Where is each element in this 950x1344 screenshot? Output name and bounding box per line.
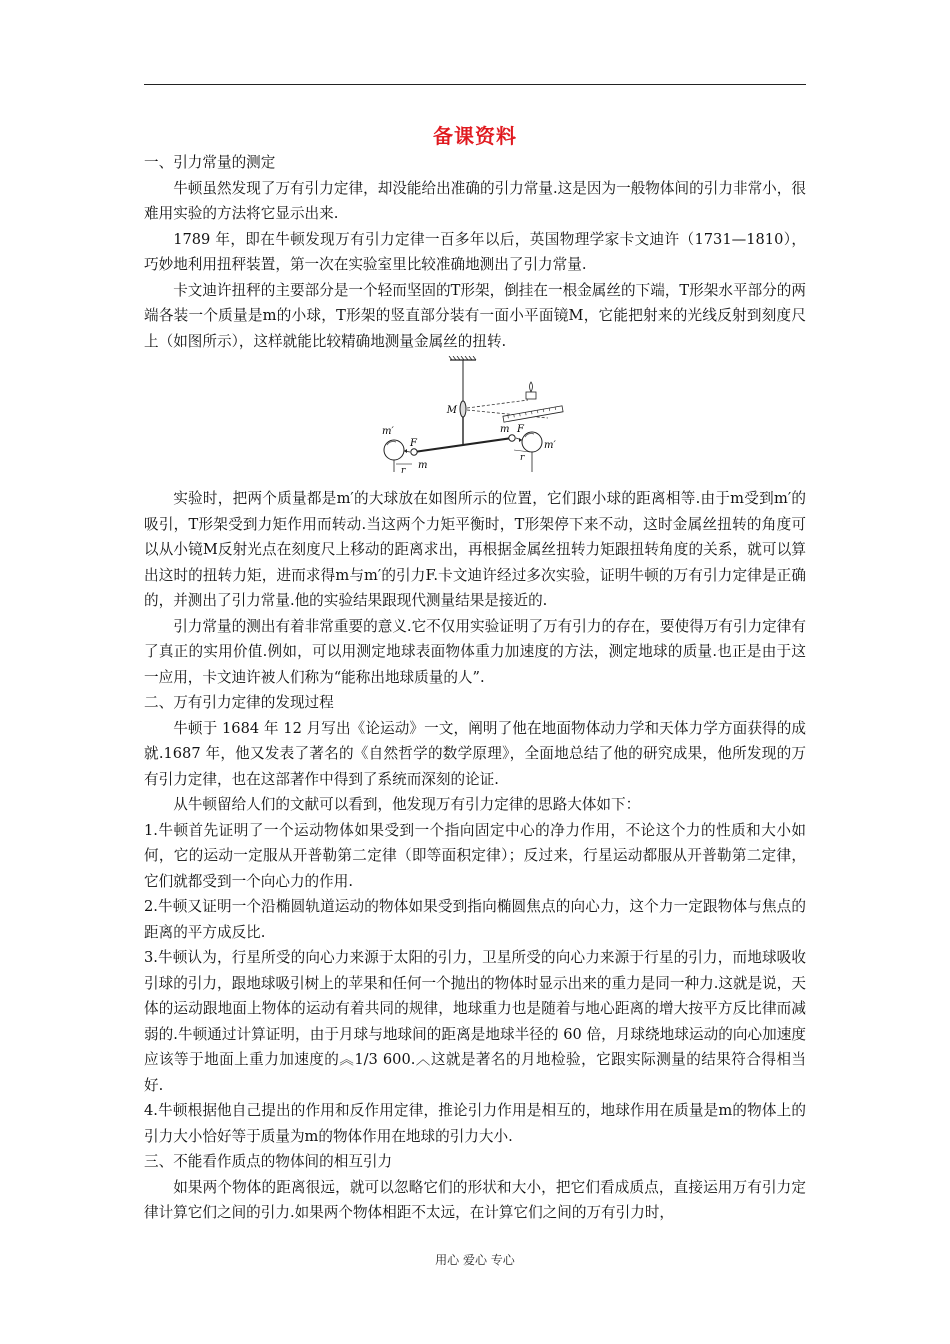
section-1-paragraph: 引力常量的测出有着非常重要的意义.它不仅用实验证明了万有引力的存在，要使得万有引力定律有了真正的实用价值.例如，可以用测定地球表面物体重力加速度的方法，测定地球的质量.也正是由于这一应用，卡文迪许被人们称为“能称出地球质量的人”. (144, 617, 806, 686)
label-F-right: F (517, 424, 524, 435)
section-1-heading: 一、引力常量的测定 (144, 154, 276, 171)
section-1-paragraph: 牛顿虽然发现了万有引力定律，却没能给出准确的引力常量.这是因为一般物体间的引力非常小，很难用实验的方法将它显示出来. (144, 179, 806, 222)
list-item: 2.牛顿又证明一个沿椭圆轨道运动的物体如果受到指向椭圆焦点的向心力，这个力一定跟物体与焦点的距离的平方成反比. (144, 898, 806, 941)
page-footer: 用心 爱心 专心 (435, 1253, 515, 1267)
section-1-paragraph: 1789 年，即在牛顿发现万有引力定律一百多年以后，英国物理学家卡文迪许（1731—1810），巧妙地利用扭秤装置，第一次在实验室里比较准确地测出了引力常量. (144, 230, 806, 273)
label-m-right: m (500, 424, 510, 435)
document-body (144, 150, 806, 1226)
section-3-paragraph: 如果两个物体的距离很远，就可以忽略它们的形状和大小，把它们看成质点，直接运用万有引力定律计算它们之间的引力.如果两个物体相距不太远，在计算它们之间的万有引力时， (144, 1178, 806, 1221)
list-item: 1.牛顿首先证明了一个运动物体如果受到一个指向固定中心的净力作用，不论这个力的性质和大小如何，它的运动一定服从开普勒第二定律（即等面积定律）；反过来，行星运动都服从开普勒第二定律，它们就都受到一个向心力的作用. (144, 821, 806, 890)
section-1-paragraph: 卡文迪许扭秤的主要部分是一个轻而坚固的T形架，倒挂在一根金属丝的下端，T形架水平部分的两端各装一个质量是m的小球，T形架的竖直部分装有一面小平面镜M，它能把射来的光线反射到刻度尺上（如图所示），这样就能比较精确地测量金属丝的扭转. (144, 281, 806, 350)
list-item: 4.牛顿根据他自己提出的作用和反作用定律，推论引力作用是相互的，地球作用在质量是m的物体上的引力大小恰好等于质量为m的物体作用在地球的引力大小. (144, 1102, 806, 1145)
torsion-balance-figure (144, 356, 806, 478)
label-F-left: F (410, 438, 417, 449)
section-2-paragraph: 牛顿于 1684 年 12 月写出《论运动》一文，阐明了他在地面物体动力学和天体力学方面获得的成就.1687 年，他又发表了著名的《自然哲学的数学原理》，全面地总结了他的研究成果，他所发现的万有引力定律，也在这部著作中得到了系统而深刻的论证. (144, 719, 806, 788)
section-1-paragraph: 实验时，把两个质量都是m′的大球放在如图所示的位置，它们跟小球的距离相等.由于m受到m′的吸引，T形架受到力矩作用而转动.当这两个力矩平衡时，T形架停下来不动，这时金属丝扭转的角度可以从小镜M反射光点在刻度尺上移动的距离求出，再根据金属丝扭转力矩跟扭转角度的关系，就可以算出这时的扭转力矩，进而求得m与m′的引力F.卡文迪许经过多次实验，证明牛顿的万有引力定律是正确的，并测出了引力常量.他的实验结果跟现代测量结果是接近的. (144, 490, 806, 609)
section-3-heading: 三、不能看作质点的物体间的相互引力 (144, 1153, 393, 1170)
section-2-heading: 二、万有引力定律的发现过程 (144, 694, 334, 711)
section-2-paragraph: 从牛顿留给人们的文献可以看到，他发现万有引力定律的思路大体如下： (173, 796, 641, 813)
label-m-left: m (418, 460, 428, 471)
label-r-left: r (401, 466, 406, 476)
torsion-balance-diagram (378, 356, 578, 478)
label-m-prime-left: m′ (382, 426, 394, 437)
label-m-prime-right: m′ (544, 440, 556, 451)
document-title: 备课资料 (433, 124, 517, 148)
list-item: 3.牛顿认为，行星所受的向心力来源于太阳的引力，卫星所受的向心力来源于行星的引力，而地球吸收引球的引力，跟地球吸引树上的苹果和任何一个抛出的物体时显示出来的重力是同一种力.这就是说，天体的运动跟地面上物体的运动有着共同的规律，地球重力也是随着与地心距离的增大按平方反比律而减弱的.牛顿通过计算证明，由于月球与地球间的距离是地球半径的 60 倍，月球绕地球运动的向心加速度应该等于地面上重力加速度的︽1/3 600.︿这就是著名的月地检验，它跟实际测量的结果符合得相当好. (144, 949, 806, 1094)
header-rule (144, 84, 806, 85)
label-r-right: r (520, 453, 525, 463)
label-M: M (446, 405, 457, 416)
